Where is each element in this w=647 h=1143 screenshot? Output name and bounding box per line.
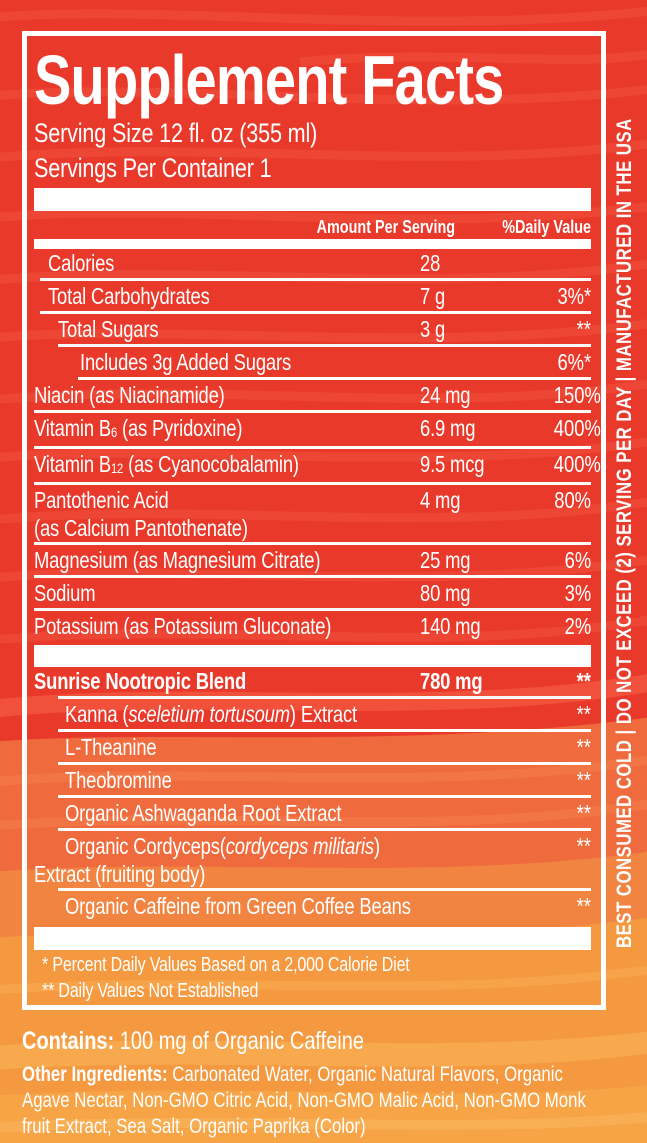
row-name: Organic Ashwaganda Root Extract (65, 800, 342, 826)
row-name: Vitamin B12 (as Cyanocobalamin) (34, 451, 299, 477)
blend-item-row (34, 766, 591, 795)
thick-rule (34, 645, 591, 667)
row-amount: 7 g (420, 283, 446, 309)
serving-size: Serving Size 12 fl. oz (355 ml) (34, 118, 318, 148)
row-name: Magnesium (as Magnesium Citrate) (34, 547, 321, 573)
table-row (34, 486, 591, 542)
footnote-daily-values: * Percent Daily Values Based on a 2,000 Calorie Diet (42, 954, 410, 976)
supplement-facts-panel (22, 31, 606, 1010)
row-amount: 24 mg (420, 382, 471, 408)
daily-value-column-header: %Daily Value (502, 217, 591, 237)
row-dv: 400% (553, 451, 601, 477)
row-name: Pantothenic Acid (as Calcium Pantothenate) (34, 487, 248, 541)
row-dv: 6%* (557, 349, 591, 375)
row-amount: 80 mg (420, 580, 471, 606)
row-amount: 3 g (420, 316, 446, 342)
page-title: Supplement Facts (34, 41, 504, 119)
blend-item-row (34, 733, 591, 762)
row-name: Kanna (sceletium tortusoum) Extract (65, 701, 357, 727)
amount-column-header: Amount Per Serving (316, 217, 455, 237)
row-amount: 6.9 mg (420, 415, 476, 441)
row-amount: 25 mg (420, 547, 471, 573)
thin-rule (34, 239, 591, 249)
table-row (34, 348, 591, 377)
table-row (34, 249, 591, 278)
row-dv: 150% (553, 382, 601, 408)
table-row (34, 612, 591, 641)
row-amount: 9.5 mcg (420, 451, 485, 477)
row-dv: 400% (553, 415, 601, 441)
other-ingredients: Other Ingredients: Carbonated Water, Organic Natural Flavors, Organic Agave Nectar, Non-GMO Citric Acid, Non-GMO Malic Acid, Non-GMO Monk fruit Extract, Sea Salt, Organic Paprika (Color) (22, 1063, 586, 1138)
row-dv: ** (576, 800, 591, 826)
table-row (34, 450, 601, 482)
thick-rule (34, 188, 591, 211)
row-name: Total Carbohydrates (48, 283, 210, 309)
row-name: Calories (48, 250, 115, 276)
row-dv: ** (576, 701, 591, 727)
row-name: Vitamin B6 (as Pyridoxine) (34, 415, 243, 441)
row-name: Niacin (as Niacinamide) (34, 382, 225, 408)
table-row (34, 282, 591, 311)
row-dv: ** (576, 767, 591, 793)
contains-statement: Contains: 100 mg of Organic Caffeine (22, 1027, 365, 1055)
row-dv: ** (576, 833, 591, 859)
row-name: Organic Cordyceps(cordyceps militaris) Extract (fruiting body) (34, 833, 380, 887)
row-amount: 4 mg (420, 487, 461, 513)
table-row (34, 579, 591, 608)
table-row (34, 546, 591, 575)
column-headers (34, 216, 591, 238)
row-dv: 6% (564, 547, 591, 573)
blend-amount: 780 mg (420, 668, 483, 694)
blend-item-row (34, 892, 591, 921)
blend-item-row (34, 700, 591, 729)
blend-dv: ** (576, 668, 591, 694)
vertical-side-text: BEST CONSUMED COLD | DO NOT EXCEED (2) SERVING PER DAY | MANUFACTURED IN THE USA (613, 118, 636, 949)
row-dv: 3% (564, 580, 591, 606)
table-row (34, 315, 591, 344)
row-name: Sodium (34, 580, 96, 606)
row-name: Potassium (as Potassium Gluconate) (34, 613, 332, 639)
row-dv: 2% (564, 613, 591, 639)
servings-per-container: Servings Per Container 1 (34, 153, 272, 183)
row-dv: 3%* (557, 283, 591, 309)
row-name: Organic Caffeine from Green Coffee Beans (65, 893, 411, 919)
row-name: Theobromine (65, 767, 172, 793)
row-name: L-Theanine (65, 734, 157, 760)
blend-item-row (34, 832, 591, 888)
row-dv: ** (576, 734, 591, 760)
blend-header-row (34, 667, 591, 696)
table-row (34, 414, 601, 446)
row-amount: 140 mg (420, 613, 481, 639)
thick-rule (34, 927, 591, 950)
blend-name: Sunrise Nootropic Blend (34, 668, 247, 694)
row-name: Total Sugars (58, 316, 159, 342)
table-row (34, 381, 601, 410)
row-dv: ** (576, 316, 591, 342)
row-dv: 80% (554, 487, 591, 513)
row-amount: 28 (420, 250, 441, 276)
blend-item-row (34, 799, 591, 828)
row-name: Includes 3g Added Sugars (80, 349, 291, 375)
footnote-not-established: ** Daily Values Not Established (42, 980, 259, 1002)
row-dv: ** (576, 893, 591, 919)
